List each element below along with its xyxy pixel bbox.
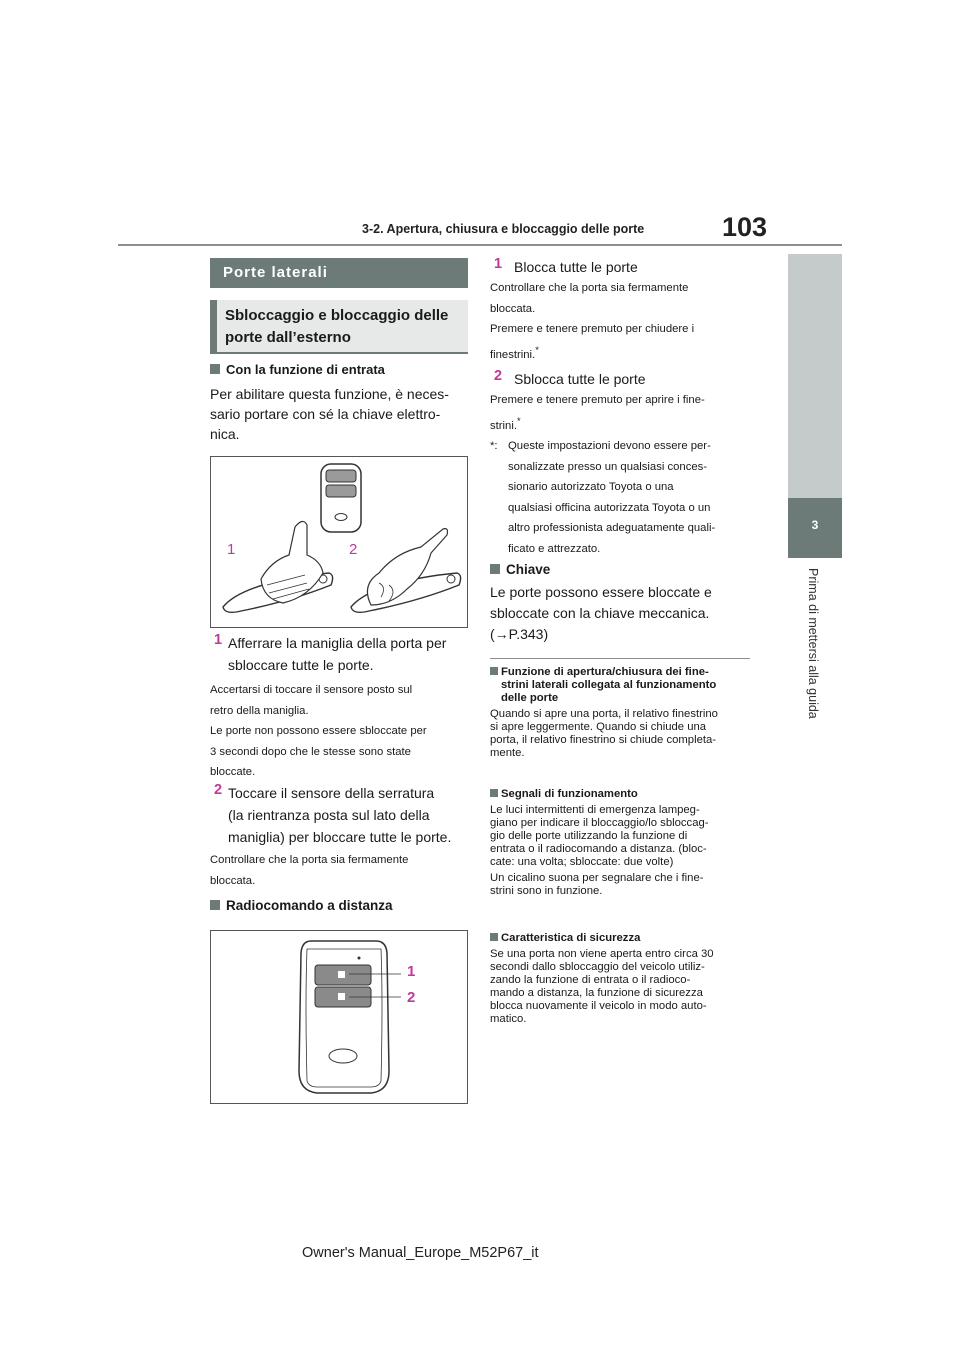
- text-line: zando la funzione di entrata o il radioco-: [490, 974, 691, 986]
- page-number: 103: [722, 212, 768, 242]
- text-line: [490, 340, 752, 365]
- remote-figure: [210, 930, 468, 1104]
- section-banner: Porte laterali: [210, 258, 468, 288]
- step-2-notes: [210, 850, 468, 891]
- remote-heading-text: Radiocomando a distanza: [226, 898, 393, 913]
- text-line: Controllare che la porta sia fermamente: [210, 854, 409, 866]
- step-1-notes: [210, 680, 468, 783]
- entry-function-text: [210, 384, 468, 444]
- text-line: mando a distanza, la funzione di sicurezza: [490, 987, 703, 999]
- remote-heading: [210, 898, 468, 913]
- step-number: 1: [494, 256, 503, 272]
- text-line: sonalizzate presso un qualsiasi conces-: [508, 460, 708, 473]
- text-line: altro professionista adeguatamente quali-: [508, 522, 716, 534]
- text-line: bloccata.: [210, 874, 256, 887]
- step-1-text: [210, 632, 468, 676]
- header-rule: [118, 244, 842, 246]
- note-body: [490, 948, 752, 1026]
- bullet-square: [490, 667, 498, 675]
- figure-label-1: 1: [407, 963, 416, 980]
- note-heading: [490, 932, 752, 945]
- text-line: Le porte non possono essere sbloccate per: [210, 725, 427, 737]
- text-line: Queste impostazioni devono essere per-: [508, 440, 711, 452]
- text-line: blocca nuovamente il veicolo in modo auto-: [490, 1000, 707, 1012]
- text-fragment: Caratteristica di sicurezza: [501, 932, 641, 944]
- text-line: strini sono in funzione.: [490, 885, 603, 897]
- step-1: [210, 632, 468, 676]
- text-line: Per abilitare questa funzione, è neces-: [210, 386, 449, 402]
- footnote-text: [490, 436, 752, 559]
- door-handle-figure: [210, 456, 468, 628]
- text-line: bloccata.: [490, 302, 536, 315]
- text-line: matico.: [490, 1013, 527, 1025]
- figure-label-2: 2: [407, 989, 416, 1006]
- bullet-square: [210, 900, 220, 910]
- text-line: Quando si apre una porta, il relativo finestrino: [490, 708, 718, 720]
- text-line: ficato e attrezzato.: [508, 542, 601, 555]
- text-line: Toccare il sensore della serratura: [228, 785, 435, 801]
- text-line: gio delle porte utilizzando la funzione di: [490, 830, 688, 842]
- bullet-square: [210, 364, 220, 374]
- note-heading: [490, 666, 752, 705]
- side-tab-background: [788, 254, 842, 498]
- text-line: porta, il relativo finestrino si chiude completa-: [490, 734, 717, 746]
- text-fragment: strini.: [490, 419, 517, 432]
- page-reference-link[interactable]: (→P.343): [490, 626, 549, 642]
- text-line: bloccate.: [210, 766, 256, 778]
- step-2: [210, 782, 468, 848]
- text-line: secondi dallo sbloccaggio del veicolo utiliz-: [490, 961, 705, 973]
- text-line: mente.: [490, 747, 525, 759]
- text-line: Le luci intermittenti di emergenza lampeg-: [490, 804, 700, 816]
- section-header: 3-2. Apertura, chiusura e bloccaggio delle porte: [362, 222, 645, 236]
- text-line: [490, 666, 752, 679]
- key-text: [490, 582, 752, 645]
- text-line: sbloccate con la chiave meccanica.: [490, 605, 710, 621]
- step-number: 2: [494, 368, 503, 384]
- text-line: sbloccare tutte le porte.: [228, 657, 374, 673]
- footer-text: Owner's Manual_Europe_M52P67_it: [302, 1245, 539, 1261]
- step-number: 2: [214, 782, 223, 798]
- chapter-label: [806, 568, 826, 738]
- text-line: Accertarsi di toccare il sensore posto sul: [210, 684, 413, 696]
- note-security: [490, 932, 752, 1026]
- remote-step-1-text: Blocca tutte le porte: [514, 259, 638, 275]
- door-handle-illustration: [211, 457, 467, 627]
- text-line: 3 secondi dopo che le stesse sono state: [210, 745, 411, 758]
- remote-illustration: [211, 931, 467, 1103]
- figure-label-1: 1: [227, 541, 236, 558]
- notes-divider: [490, 658, 750, 659]
- key-heading-text: Chiave: [506, 562, 551, 577]
- remote-step-2-text: Sblocca tutte le porte: [514, 371, 646, 387]
- text-line: qualsiasi officina autorizzata Toyota o un: [508, 501, 711, 514]
- bullet-square: [490, 789, 498, 797]
- footnote-mark: *:: [490, 440, 498, 452]
- footnote-asterisk: *: [517, 414, 521, 426]
- text-line: sionario autorizzato Toyota o una: [508, 481, 674, 493]
- text-line: si apre leggermente. Quando si chiude una: [490, 721, 707, 733]
- footnote-asterisk: *: [535, 343, 539, 355]
- key-heading: [490, 562, 752, 577]
- text-line: Premere e tenere premuto per aprire i fine-: [490, 394, 705, 406]
- note-body: [490, 708, 752, 760]
- text-fragment: finestrini.: [490, 348, 536, 361]
- text-line: retro della maniglia.: [210, 704, 309, 717]
- text-line: (la rientranza posta sul lato della: [228, 807, 430, 823]
- footnote: [490, 436, 752, 559]
- remote-step-1-notes: [490, 278, 752, 365]
- figure-label-2: 2: [349, 541, 358, 558]
- text-line: delle porte: [501, 692, 559, 704]
- note-body: [490, 804, 752, 898]
- entry-function-heading-text: Con la funzione di entrata: [226, 362, 385, 377]
- text-line: Afferrare la maniglia della porta per: [228, 635, 447, 651]
- bullet-square: [490, 933, 498, 941]
- text-line: Se una porta non viene aperta entro circa 30: [490, 948, 714, 960]
- text-line: giano per indicare il bloccaggio/lo sbloccag-: [490, 817, 709, 829]
- subsection-heading: Sbloccaggio e bloccaggio delle porte dall’esterno: [210, 300, 468, 354]
- text-line: sario portare con sé la chiave elettro-: [210, 406, 441, 422]
- chapter-label-text: Prima di mettersi alla guida: [806, 568, 820, 719]
- text-line: Premere e tenere premuto per chiudere i: [490, 323, 695, 335]
- text-fragment: Segnali di funzionamento: [501, 788, 638, 800]
- text-line: Un cicalino suona per segnalare che i fine-: [490, 872, 704, 884]
- text-line: [490, 411, 752, 436]
- entry-function-heading: [210, 362, 468, 377]
- note-signals: [490, 788, 752, 898]
- note-windows: [490, 666, 752, 760]
- remote-step-2: [490, 368, 752, 390]
- step-number: 1: [214, 632, 223, 648]
- step-2-text: [210, 782, 468, 848]
- remote-step-2-notes: [490, 390, 752, 436]
- remote-step-1: [490, 256, 752, 278]
- chapter-number: 3: [811, 518, 819, 532]
- text-line: nica.: [210, 426, 240, 442]
- text-line: strini laterali collegata al funzionamento: [501, 679, 717, 691]
- text-line: maniglia) per bloccare tutte le porte.: [228, 829, 452, 845]
- text-line: Controllare che la porta sia fermamente: [490, 282, 689, 294]
- text-line: entrata o il radiocomando a distanza. (bloc-: [490, 843, 707, 855]
- text-fragment: Funzione di apertura/chiusura dei fine-: [501, 666, 709, 678]
- text-line: cate: una volta; sbloccate: due volte): [490, 856, 674, 868]
- bullet-square: [490, 564, 500, 574]
- text-line: Le porte possono essere bloccate e: [490, 584, 712, 600]
- note-heading: [490, 788, 752, 801]
